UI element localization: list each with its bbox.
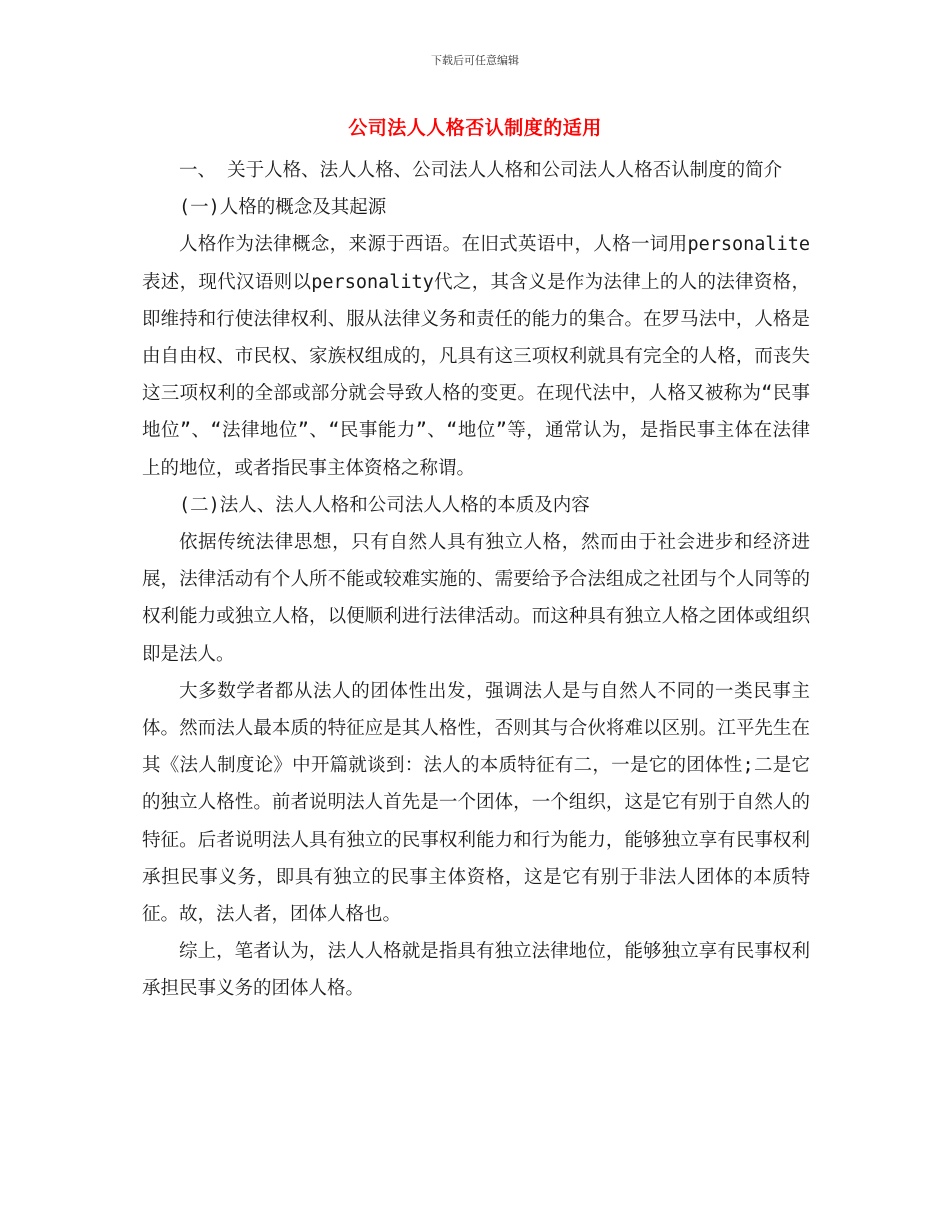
paragraph: 人格作为法律概念，来源于西语。在旧式英语中，人格一词用personalite表述，现代汉语则以personality代之，其含义是作为法律上的人的法律资格，即维持和行使法律权利、服从法律义务和责任的能力的集合。在罗马法中，人格是由自由权、市民权、家族权组成的，凡具有这三项权利就具有完全的人格，而丧失这三项权利的全部或部分就会导致人格的变更。在现代法中，人格又被称为“民事地位”、“法律地位”、“民事能力”、“地位”等，通常认为，是指民事主体在法律上的地位，或者指民事主体资格之称谓。	[142, 234, 810, 479]
paragraph: 大多数学者都从法人的团体性出发，强调法人是与自然人不同的一类民事主体。然而法人最本质的特征应是其人格性，否则其与合伙将难以区别。江平先生在其《法人制度论》中开篇就谈到：法人的本质特征有二，一是它的团体性;二是它的独立人格性。前者说明法人首先是一个团体，一个组织，这是它有别于自然人的特征。后者说明法人具有独立的民事权利能力和行为能力，能够独立享有民事权利承担民事义务，即具有独立的民事主体资格，这是它有别于非法人团体的本质特征。故，法人者，团体人格也。	[142, 680, 810, 926]
subsection-heading-2: (二)法人、法人人格和公司法人人格的本质及内容	[179, 494, 590, 516]
document-title: 公司法人人格否认制度的适用	[348, 117, 602, 139]
paragraph: 依据传统法律思想，只有自然人具有独立人格，然而由于社会进步和经济进展，法律活动有个人所不能或较难实施的、需要给予合法组成之社团与个人同等的权利能力或独立人格，以便顺利进行法律活动。而这种具有独立人格之团体或组织即是法人。	[142, 532, 810, 665]
subsection-heading-1: (一)人格的概念及其起源	[179, 197, 387, 219]
document-body	[142, 152, 810, 1008]
paragraph: 综上，笔者认为，法人人格就是指具有独立法律地位，能够独立享有民事权利承担民事义务的团体人格。	[142, 941, 810, 1000]
page-header: 下载后可任意编辑	[431, 54, 519, 67]
section-heading-1: 一、 关于人格、法人人格、公司法人人格和公司法人人格否认制度的简介	[179, 160, 783, 181]
